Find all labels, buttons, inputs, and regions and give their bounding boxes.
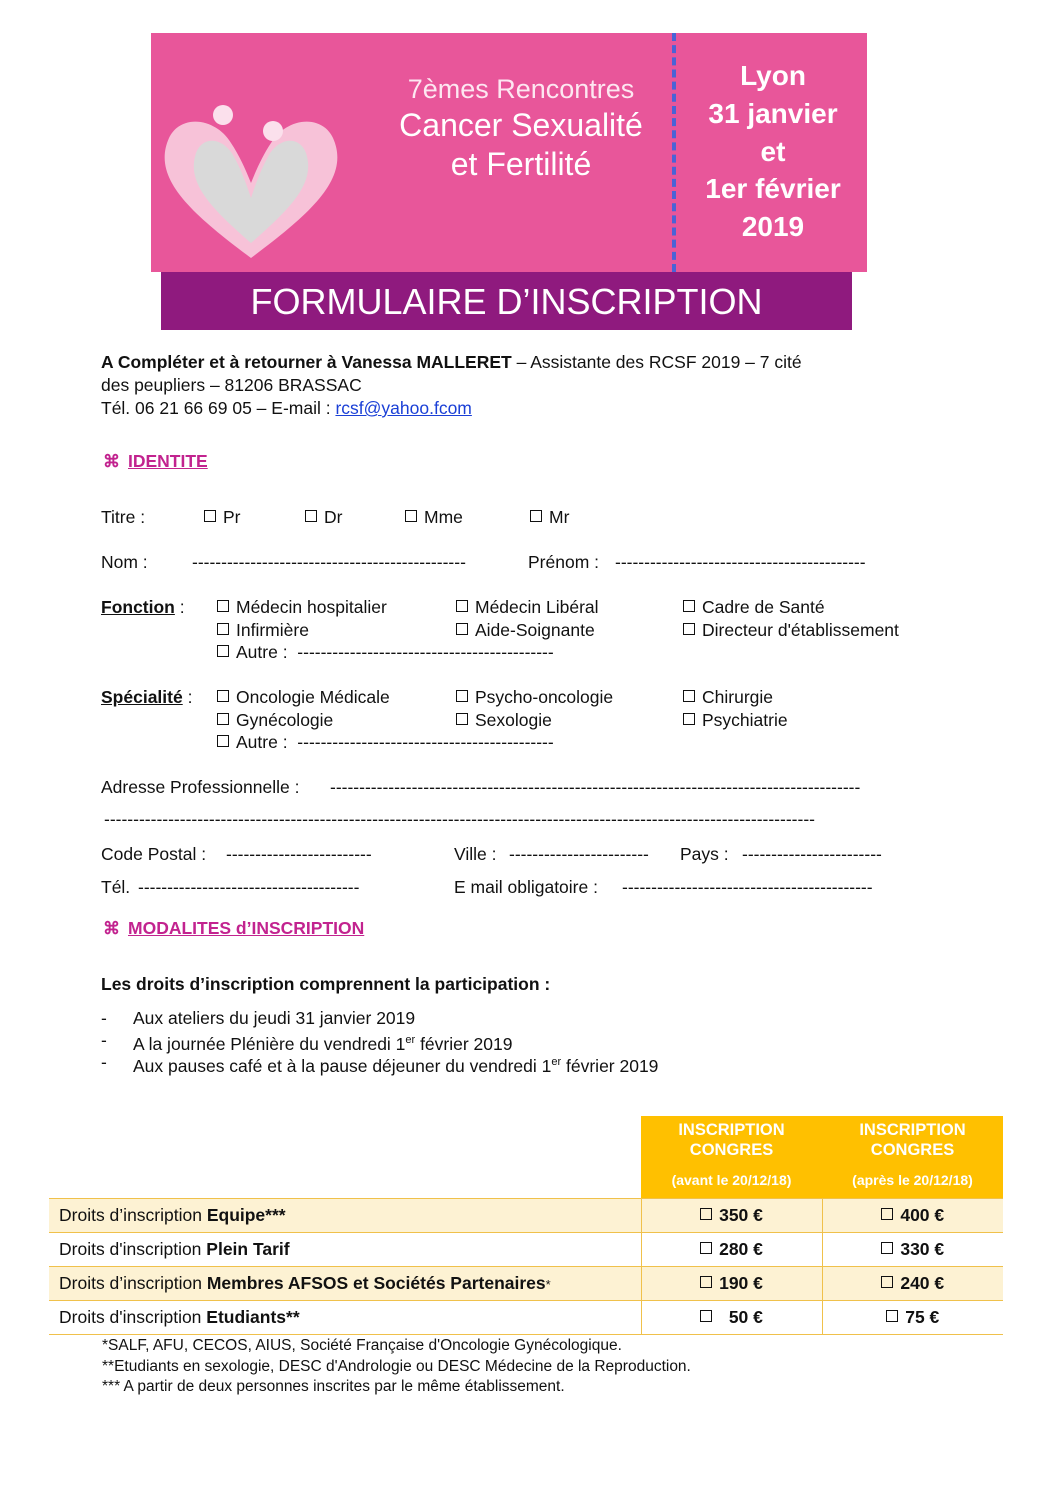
fee-label: Droits d’inscription Equipe*** <box>49 1198 641 1232</box>
titre-option-mme[interactable]: Mme <box>405 506 463 529</box>
titre-label: Titre : <box>101 507 146 527</box>
fee-option-before[interactable]: 350 € <box>641 1198 822 1232</box>
titre-option-mr[interactable]: Mr <box>530 506 569 529</box>
fonction-option[interactable]: Infirmière <box>217 619 309 642</box>
checkbox-icon <box>886 1310 898 1322</box>
prenom-field[interactable]: ------------------------------------------- <box>615 552 866 572</box>
checkbox-icon <box>881 1208 893 1220</box>
list-item: - A la journée Plénière du vendredi 1er février 2019 <box>101 1030 513 1054</box>
fee-option-before[interactable]: 190 € <box>641 1266 822 1300</box>
fonction-label: Fonction : <box>101 597 185 617</box>
banner-title-line1: Cancer Sexualité <box>399 106 643 143</box>
fee-label: Droits d'inscription Etudiants** <box>49 1300 641 1334</box>
fee-label: Droits d'inscription Plein Tarif <box>49 1232 641 1266</box>
checkbox-icon <box>881 1276 893 1288</box>
specialite-option[interactable]: Psychiatrie <box>683 709 788 732</box>
contact-block <box>101 351 961 420</box>
checkbox-icon <box>683 600 695 612</box>
checkbox-icon <box>456 623 468 635</box>
section-modalites-title: MODALITES d’INSCRIPTION <box>128 918 365 938</box>
banner-date-block <box>679 57 867 246</box>
section-identite <box>103 451 208 472</box>
form-title: FORMULAIRE D’INSCRIPTION <box>161 272 852 330</box>
ville-label: Ville : <box>454 844 497 864</box>
code-postal-field[interactable]: ------------------------- <box>226 844 372 864</box>
checkbox-icon <box>204 510 216 522</box>
checkbox-icon <box>217 600 229 612</box>
email-field[interactable]: ------------------------------------------- <box>622 877 873 897</box>
table-row <box>49 1300 1003 1334</box>
checkbox-icon <box>700 1208 712 1220</box>
checkbox-icon <box>217 690 229 702</box>
event-banner <box>151 33 867 272</box>
nom-label: Nom : <box>101 552 148 572</box>
checkbox-icon <box>530 510 542 522</box>
pays-label: Pays : <box>680 844 729 864</box>
fonction-option[interactable]: Aide-Soignante <box>456 619 595 642</box>
nom-field[interactable]: ----------------------------------------------- <box>192 552 466 572</box>
specialite-option[interactable]: Gynécologie <box>217 709 333 732</box>
specialite-label: Spécialité : <box>101 687 193 707</box>
fees-table <box>49 1116 1003 1335</box>
code-postal-label: Code Postal : <box>101 844 207 864</box>
fee-option-before[interactable]: 50 € <box>641 1300 822 1334</box>
list-item: - Aux pauses café et à la pause déjeuner du vendredi 1er février 2019 <box>101 1052 659 1076</box>
header-before-deadline: INSCRIPTION CONGRES (avant le 20/12/18) <box>641 1116 822 1198</box>
contact-phone: Tél. 06 21 66 69 05 – E-mail : <box>101 398 336 418</box>
banner-title-line2: et Fertilité <box>450 145 592 182</box>
contact-address: des peupliers – 81206 BRASSAC <box>101 375 362 395</box>
contact-instruction: A Compléter et à retourner à Vanessa MALLERET <box>101 352 512 372</box>
checkbox-icon <box>683 690 695 702</box>
fee-option-after[interactable]: 240 € <box>822 1266 1003 1300</box>
checkbox-icon <box>456 600 468 612</box>
specialite-option[interactable]: Psycho-oncologie <box>456 686 613 709</box>
section-identite-title: IDENTITE <box>128 451 208 471</box>
checkbox-icon <box>881 1242 893 1254</box>
modalites-intro: Les droits d’inscription comprennent la participation : <box>101 974 551 994</box>
banner-city: Lyon <box>740 60 806 91</box>
checkbox-icon <box>700 1310 712 1322</box>
command-icon: ⌘ <box>103 919 120 938</box>
banner-year: 2019 <box>741 211 805 243</box>
checkbox-icon <box>700 1276 712 1288</box>
specialite-option[interactable]: Sexologie <box>456 709 552 732</box>
checkbox-icon <box>217 623 229 635</box>
ville-field[interactable]: ------------------------ <box>509 844 649 864</box>
banner-divider <box>672 33 676 272</box>
fonction-option[interactable]: Directeur d'établissement <box>683 619 899 642</box>
specialite-option[interactable]: Oncologie Médicale <box>217 686 390 709</box>
footnote: *SALF, AFU, CECOS, AIUS, Société Française d'Oncologie Gynécologique. <box>102 1337 622 1354</box>
contact-email-link[interactable]: rcsf@yahoo.fcom <box>335 398 472 418</box>
banner-edition: 7èmes Rencontres <box>407 74 635 104</box>
heart-logo-icon <box>151 93 351 263</box>
checkbox-icon <box>456 713 468 725</box>
header-after-deadline: INSCRIPTION CONGRES (après le 20/12/18) <box>822 1116 1003 1198</box>
footnote: **Etudiants en sexologie, DESC d'Andrologie ou DESC Médecine de la Reproduction. <box>102 1357 691 1375</box>
section-modalites <box>103 918 364 939</box>
adresse-field-line2[interactable]: -------------------------------------------------------------------------------------------------------------------------- <box>104 809 815 829</box>
table-row <box>49 1198 1003 1232</box>
footnote: *** A partir de deux personnes inscrites par le même établissement. <box>102 1378 565 1395</box>
banner-date-line3: 1er février <box>705 173 841 205</box>
contact-assistant: – Assistante des RCSF 2019 – 7 cité <box>511 352 802 372</box>
checkbox-icon <box>305 510 317 522</box>
specialite-option-autre[interactable]: Autre : -------------------------------------------- <box>217 731 554 754</box>
table-row <box>49 1266 1003 1300</box>
email-label: E mail obligatoire : <box>454 877 598 897</box>
fonction-option[interactable]: Médecin hospitalier <box>217 596 387 619</box>
fee-label: Droits d’inscription Membres AFSOS et Sociétés Partenaires* <box>49 1266 641 1300</box>
checkbox-icon <box>683 623 695 635</box>
checkbox-icon <box>700 1242 712 1254</box>
titre-option-pr[interactable]: Pr <box>204 506 241 529</box>
fonction-option-autre[interactable]: Autre : -------------------------------------------- <box>217 641 554 664</box>
pays-field[interactable]: ------------------------ <box>742 844 882 864</box>
tel-field[interactable]: -------------------------------------- <box>138 877 360 897</box>
command-icon: ⌘ <box>103 452 120 471</box>
banner-date-line1: 31 janvier <box>708 97 838 129</box>
checkbox-icon <box>405 510 417 522</box>
adresse-label: Adresse Professionnelle : <box>101 777 300 797</box>
prenom-label: Prénom : <box>528 552 599 572</box>
checkbox-icon <box>217 713 229 725</box>
checkbox-icon <box>456 690 468 702</box>
fonction-option[interactable]: Cadre de Santé <box>683 596 825 619</box>
banner-date-line2: et <box>760 135 786 167</box>
tel-label: Tél. <box>101 877 131 897</box>
table-empty-corner <box>49 1116 641 1198</box>
checkbox-icon <box>217 645 229 657</box>
fee-option-before[interactable]: 280 € <box>641 1232 822 1266</box>
checkbox-icon <box>683 713 695 725</box>
adresse-field[interactable]: ------------------------------------------------------------------------------------------- <box>330 777 861 797</box>
titre-option-dr[interactable]: Dr <box>305 506 342 529</box>
fee-option-after[interactable]: 330 € <box>822 1232 1003 1266</box>
fee-option-after[interactable]: 400 € <box>822 1198 1003 1232</box>
fonction-option[interactable]: Médecin Libéral <box>456 596 599 619</box>
specialite-option[interactable]: Chirurgie <box>683 686 773 709</box>
fee-option-after[interactable]: 75 € <box>822 1300 1003 1334</box>
list-item: - Aux ateliers du jeudi 31 janvier 2019 <box>101 1008 416 1028</box>
table-row <box>49 1232 1003 1266</box>
banner-title <box>361 73 681 184</box>
footnotes <box>102 1336 691 1398</box>
checkbox-icon <box>217 735 229 747</box>
